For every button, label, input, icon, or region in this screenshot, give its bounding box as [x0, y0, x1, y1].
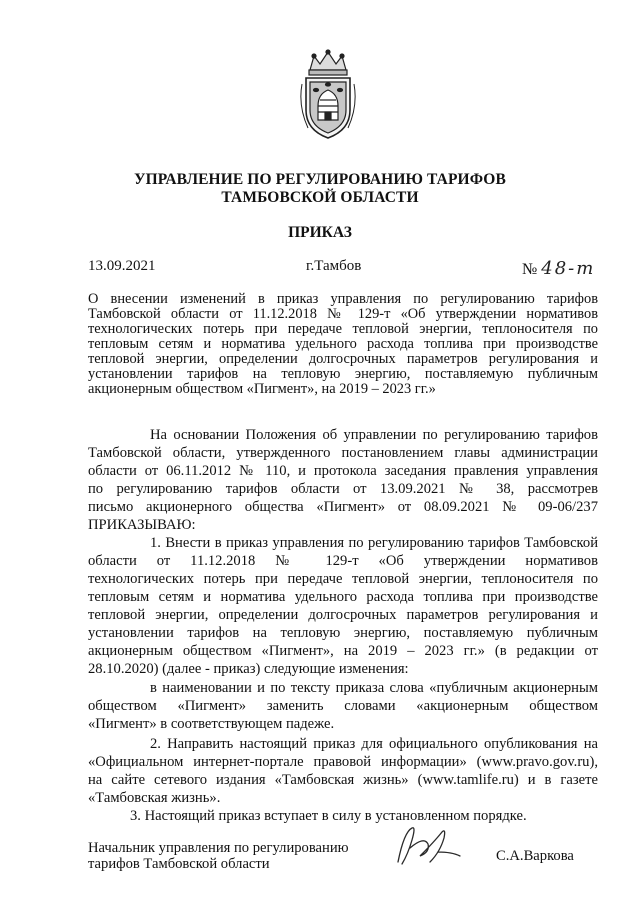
coat-of-arms-emblem: [296, 48, 360, 144]
preamble-line: Тамбовской области, утвержденного постановлением главы администрации: [88, 445, 598, 461]
item-2-line: «Официальном интернет-портале правовой информации» (www.pravo.gov.ru),: [88, 754, 598, 770]
item-1-line: 1. Внести в приказ управления по регулированию тарифов Тамбовской: [150, 535, 598, 551]
item-1-sub-line: обществом «Пигмент» заменить словами «акционерным обществом: [88, 698, 598, 714]
signatory-position-line-1: Начальник управления по регулированию: [88, 840, 349, 856]
title-line: установлении тарифов на тепловую энергию, поставляемую публичным: [88, 366, 598, 382]
item-3-line: 3. Настоящий приказ вступает в силу в установленном порядке.: [130, 808, 527, 824]
signatory-position-line-2: тарифов Тамбовской области: [88, 856, 270, 872]
preamble-line: области от 06.11.2012 № 110, и протокола заседания правления управления: [88, 463, 598, 479]
document-type: ПРИКАЗ: [288, 224, 352, 241]
document-date: 13.09.2021: [88, 258, 156, 274]
item-1-line: тепловой энергии, определении долгосрочных параметров регулирования и: [88, 607, 598, 623]
organization-name-line-1: УПРАВЛЕНИЕ ПО РЕГУЛИРОВАНИЮ ТАРИФОВ: [134, 171, 506, 188]
document-city: г.Тамбов: [306, 258, 362, 274]
document-number: [522, 258, 595, 279]
preamble-line: ПРИКАЗЫВАЮ:: [88, 517, 196, 533]
number-label: №: [522, 261, 538, 278]
preamble-line: На основании Положения об управлении по регулированию тарифов: [150, 427, 598, 443]
item-1-sub-line: в наименовании и по тексту приказа слова «публичным акционерным: [150, 680, 598, 696]
title-line: акционерным обществом «Пигмент», на 2019 – 2023 гг.»: [88, 381, 436, 397]
organization-name-line-2: ТАМБОВСКОЙ ОБЛАСТИ: [221, 189, 419, 206]
signatory-name: С.А.Варкова: [496, 848, 574, 864]
number-handwritten: 48-т: [541, 258, 596, 279]
item-2-line: «Тамбовская жизнь».: [88, 790, 221, 806]
item-2-line: 2. Направить настоящий приказ для официального опубликования на: [150, 736, 598, 752]
item-1-line: акционерным обществом «Пигмент», на 2019 – 2023 гг.» (в редакции от: [88, 643, 598, 659]
title-line: тепловым сетям и норматива удельного расхода топлива при производстве: [88, 336, 598, 352]
preamble-line: по регулированию тарифов области от 13.09.2021 № 38, рассмотрев: [88, 481, 598, 497]
item-1-line: установлении тарифов на тепловую энергию, поставляемую публичным: [88, 625, 598, 641]
item-1-line: 28.10.2020) (далее - приказ) следующие изменения:: [88, 661, 409, 677]
title-line: технологических потерь при передаче тепловой энергии, теплоносителя по: [88, 321, 598, 337]
title-line: тепловой энергии, определении долгосрочных параметров регулирования и: [88, 351, 598, 367]
title-line: О внесении изменений в приказ управления по регулированию тарифов: [88, 291, 598, 307]
handwritten-signature: [390, 822, 472, 870]
item-1-line: области от 11.12.2018 № 129-т «Об утверждении нормативов: [88, 553, 598, 569]
item-1-line: тепловым сетям и норматива удельного расхода топлива при производстве: [88, 589, 598, 605]
title-line: Тамбовской области от 11.12.2018 № 129-т «Об утверждении нормативов: [88, 306, 598, 322]
item-1-line: технологических потерь при передаче тепловой энергии, теплоносителя по: [88, 571, 598, 587]
preamble-line: письмо акционерного общества «Пигмент» от 08.09.2021 № 09-06/237: [88, 499, 598, 515]
item-2-line: на сайте сетевого издания «Тамбовская жизнь» (www.tamlife.ru) и в газете: [88, 772, 598, 788]
item-1-sub-line: «Пигмент» в соответствующем падеже.: [88, 716, 335, 732]
